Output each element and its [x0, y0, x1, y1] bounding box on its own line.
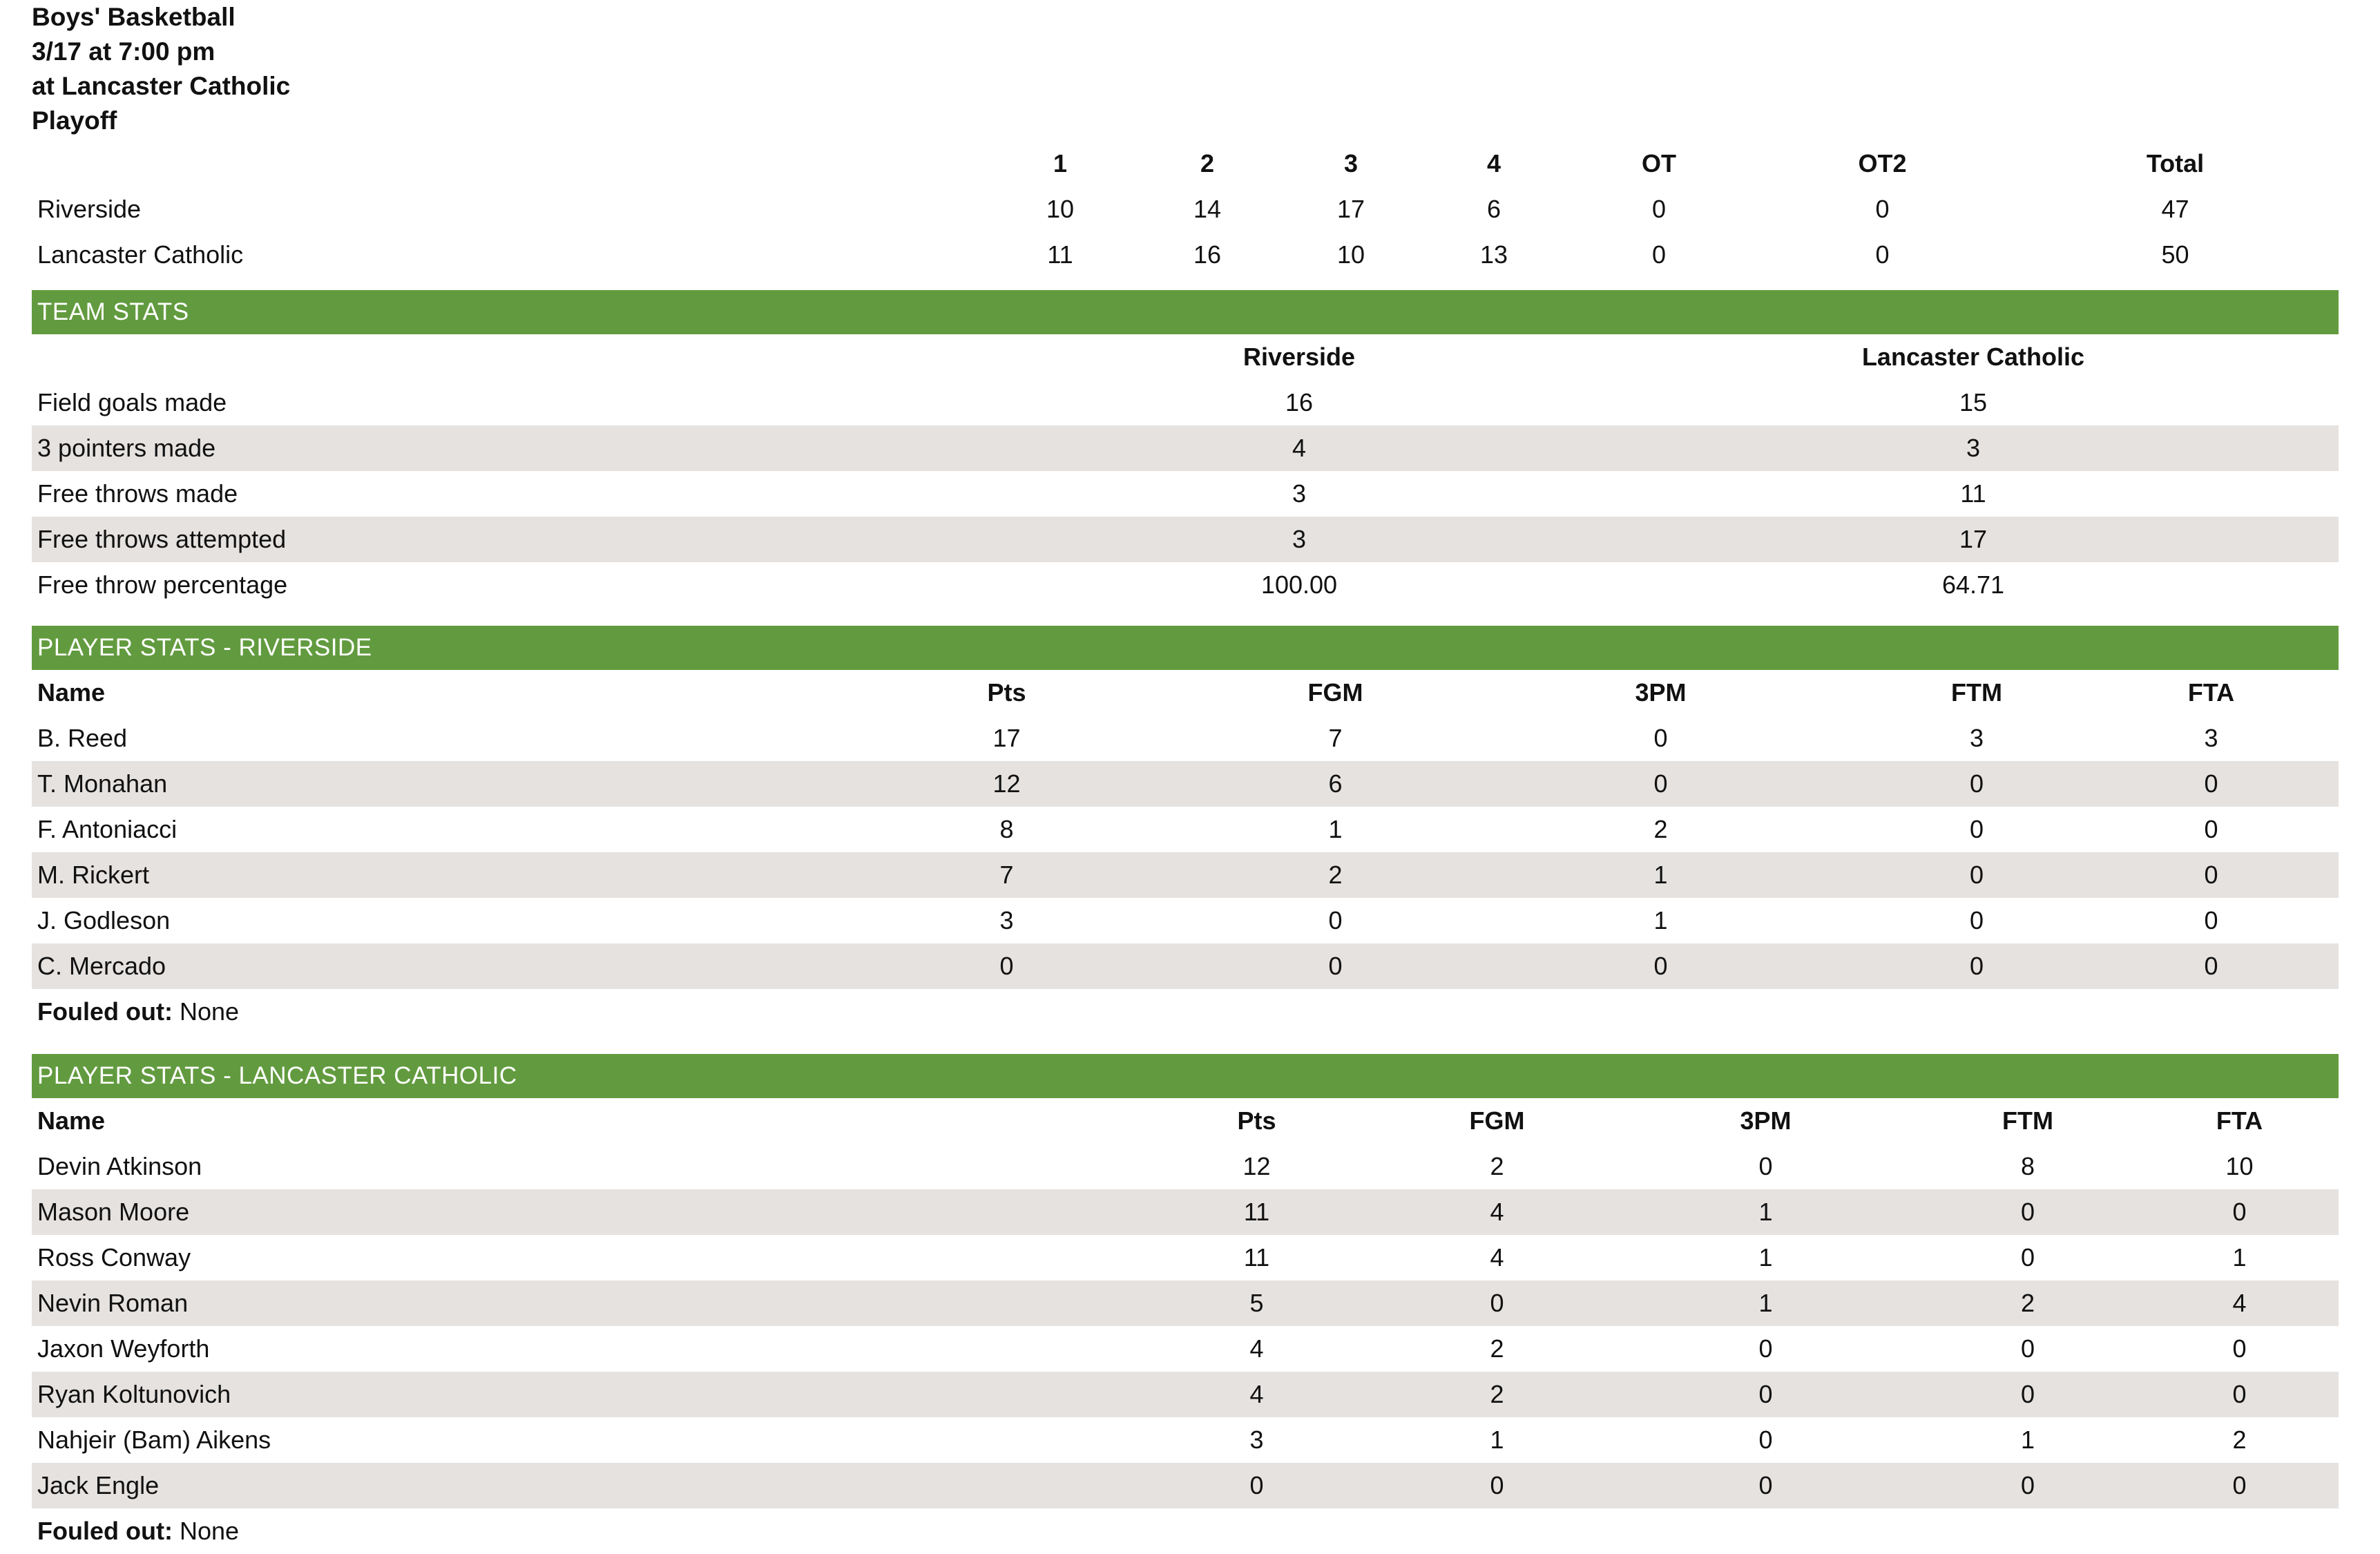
player-3pm: 1 — [1653, 906, 1668, 934]
player-name: M. Rickert — [37, 861, 149, 889]
team-name: Riverside — [37, 195, 142, 223]
score-header-ot: OT — [1642, 149, 1676, 178]
team-stats-row — [32, 425, 2339, 471]
player-fta: 0 — [2204, 815, 2218, 843]
player-name: Jaxon Weyforth — [37, 1334, 210, 1363]
table-row — [32, 1463, 2339, 1508]
player-3pm: 1 — [1653, 861, 1668, 889]
player-name: Ryan Koltunovich — [37, 1380, 231, 1408]
player-3pm: 0 — [1758, 1334, 1773, 1363]
player-name: F. Antoniacci — [37, 815, 177, 843]
player-3pm: 0 — [1653, 952, 1668, 980]
col-pts: Pts — [1237, 1106, 1276, 1135]
player-ftm: 0 — [1969, 906, 1984, 934]
player-pts: 0 — [999, 952, 1014, 980]
player-fgm: 0 — [1490, 1471, 1504, 1499]
score-cell: 0 — [1875, 195, 1890, 223]
player-3pm: 0 — [1653, 724, 1668, 752]
score-header-q4: 4 — [1486, 149, 1501, 178]
player-pts: 11 — [1243, 1198, 1270, 1226]
score-header-row — [32, 141, 2339, 186]
stat-label: 3 pointers made — [37, 434, 216, 462]
col-pts: Pts — [987, 678, 1026, 707]
table-row — [32, 852, 2339, 898]
game-type: Playoff — [32, 106, 117, 135]
player-3pm: 0 — [1758, 1471, 1773, 1499]
player-ftm: 0 — [1969, 769, 1984, 798]
game-location: at Lancaster Catholic — [32, 72, 291, 100]
stat-label: Field goals made — [37, 388, 227, 416]
fouled-out-value: None — [179, 1517, 240, 1545]
player-name: Jack Engle — [37, 1471, 160, 1499]
player-name: J. Godleson — [37, 906, 171, 934]
player-fgm: 2 — [1490, 1380, 1504, 1408]
player-fgm: 0 — [1328, 952, 1343, 980]
table-row — [32, 1144, 2339, 1189]
player-ftm: 0 — [1969, 952, 1984, 980]
col-fgm: FGM — [1307, 678, 1363, 707]
player-3pm: 2 — [1653, 815, 1668, 843]
score-cell: 10 — [1046, 195, 1075, 223]
score-total: 47 — [2161, 195, 2189, 223]
player-fgm: 0 — [1328, 906, 1343, 934]
player-fgm: 2 — [1328, 861, 1343, 889]
player-ftm: 0 — [2020, 1334, 2035, 1363]
player-ftm: 0 — [1969, 861, 1984, 889]
game-datetime: 3/17 at 7:00 pm — [32, 37, 215, 66]
player-name: Nahjeir (Bam) Aikens — [37, 1426, 271, 1454]
col-fta: FTA — [2187, 678, 2235, 707]
stat-value: 17 — [1959, 525, 1988, 553]
team-stats-row — [32, 517, 2339, 562]
table-row — [32, 898, 2339, 943]
player-fta: 0 — [2204, 861, 2218, 889]
col-fgm: FGM — [1469, 1106, 1525, 1135]
player-name: Mason Moore — [37, 1198, 190, 1226]
col-ftm: FTM — [1951, 678, 2002, 707]
player-fta: 1 — [2232, 1243, 2247, 1272]
player-name: B. Reed — [37, 724, 128, 752]
player-ftm: 3 — [1969, 724, 1984, 752]
player-pts: 4 — [1249, 1334, 1264, 1363]
player-fta: 4 — [2232, 1289, 2247, 1317]
player-fgm: 1 — [1328, 815, 1343, 843]
player-pts: 12 — [992, 769, 1021, 798]
player-3pm: 0 — [1758, 1152, 1773, 1180]
score-cell: 13 — [1479, 240, 1508, 269]
score-header-q1: 1 — [1053, 149, 1068, 178]
fouled-out-value: None — [179, 997, 240, 1026]
team-stats-row — [32, 471, 2339, 517]
player-name: C. Mercado — [37, 952, 166, 980]
player-fgm: 0 — [1490, 1289, 1504, 1317]
table-row — [32, 1326, 2339, 1372]
score-cell: 0 — [1875, 240, 1890, 269]
player-pts: 12 — [1242, 1152, 1271, 1180]
team-stats-header: TEAM STATS — [32, 290, 2339, 334]
lancaster-fouled-out — [32, 1508, 2339, 1554]
player-fta: 0 — [2204, 952, 2218, 980]
score-total: 50 — [2161, 240, 2189, 269]
player-fgm: 2 — [1490, 1152, 1504, 1180]
stat-value: 3 — [1966, 434, 1981, 462]
game-header — [32, 0, 2339, 138]
fouled-out-label: Fouled out: — [37, 1517, 173, 1545]
player-pts: 5 — [1249, 1289, 1264, 1317]
player-ftm: 0 — [2020, 1243, 2035, 1272]
player-3pm: 0 — [1758, 1380, 1773, 1408]
player-ftm: 0 — [2020, 1380, 2035, 1408]
player-ftm: 1 — [2020, 1426, 2035, 1454]
col-name: Name — [37, 678, 106, 707]
fouled-out-label: Fouled out: — [37, 997, 173, 1026]
stat-value: 4 — [1292, 434, 1307, 462]
team-stats-column-header — [32, 334, 2339, 380]
score-header-q2: 2 — [1200, 149, 1215, 178]
riverside-fouled-out — [32, 989, 2339, 1035]
player-fta: 0 — [2232, 1334, 2247, 1363]
stat-value: 16 — [1285, 388, 1314, 416]
score-cell: 6 — [1486, 195, 1501, 223]
team-stats-team-b: Lancaster Catholic — [1861, 343, 2085, 371]
player-name: T. Monahan — [37, 769, 168, 798]
table-row — [32, 943, 2339, 989]
player-3pm: 1 — [1758, 1198, 1773, 1226]
player-pts: 8 — [999, 815, 1014, 843]
player-fta: 10 — [2225, 1152, 2254, 1180]
player-ftm: 2 — [2020, 1289, 2035, 1317]
player-ftm: 0 — [2020, 1198, 2035, 1226]
player-pts: 7 — [999, 861, 1014, 889]
stat-value: 3 — [1292, 525, 1307, 553]
stat-label: Free throws attempted — [37, 525, 287, 553]
player-pts: 0 — [1249, 1471, 1264, 1499]
table-row — [32, 1189, 2339, 1235]
stat-value: 3 — [1292, 479, 1307, 508]
player-3pm: 0 — [1653, 769, 1668, 798]
riverside-player-stats-header: PLAYER STATS - RIVERSIDE — [32, 626, 2339, 670]
table-row — [32, 1372, 2339, 1417]
table-row — [32, 1280, 2339, 1326]
score-row-lancaster — [32, 232, 2339, 278]
lancaster-column-header — [32, 1098, 2339, 1144]
player-3pm: 1 — [1758, 1243, 1773, 1272]
score-header-q3: 3 — [1343, 149, 1359, 178]
stat-label: Free throws made — [37, 479, 238, 508]
team-stats-row — [32, 562, 2339, 608]
player-pts: 3 — [999, 906, 1014, 934]
score-cell: 16 — [1193, 240, 1222, 269]
team-stats-team-a: Riverside — [1242, 343, 1356, 371]
team-name: Lancaster Catholic — [37, 240, 244, 269]
score-header-total: Total — [2146, 149, 2205, 178]
riverside-column-header — [32, 670, 2339, 716]
stat-value: 100.00 — [1260, 570, 1338, 599]
player-3pm: 0 — [1758, 1426, 1773, 1454]
player-ftm: 0 — [1969, 815, 1984, 843]
player-fgm: 4 — [1490, 1198, 1504, 1226]
player-pts: 11 — [1243, 1243, 1270, 1272]
stat-value: 64.71 — [1941, 570, 2005, 599]
player-3pm: 1 — [1758, 1289, 1773, 1317]
stat-value: 15 — [1959, 388, 1988, 416]
col-fta: FTA — [2216, 1106, 2263, 1135]
score-cell: 14 — [1193, 195, 1222, 223]
table-row — [32, 1235, 2339, 1280]
score-cell: 0 — [1651, 240, 1667, 269]
player-pts: 3 — [1249, 1426, 1264, 1454]
score-cell: 10 — [1336, 240, 1365, 269]
player-fgm: 2 — [1490, 1334, 1504, 1363]
stat-value: 11 — [1960, 479, 1986, 508]
player-ftm: 0 — [2020, 1471, 2035, 1499]
player-fgm: 1 — [1490, 1426, 1504, 1454]
player-fta: 0 — [2204, 906, 2218, 934]
score-header-ot2: OT2 — [1858, 149, 1907, 178]
player-fta: 0 — [2232, 1471, 2247, 1499]
col-name: Name — [37, 1106, 106, 1135]
score-cell: 11 — [1047, 240, 1073, 269]
col-3pm: 3PM — [1740, 1106, 1792, 1135]
score-cell: 17 — [1336, 195, 1365, 223]
player-fgm: 7 — [1328, 724, 1343, 752]
player-ftm: 8 — [2020, 1152, 2035, 1180]
game-sport: Boys' Basketball — [32, 3, 236, 31]
col-ftm: FTM — [2002, 1106, 2053, 1135]
player-fta: 0 — [2232, 1380, 2247, 1408]
player-fta: 2 — [2232, 1426, 2247, 1454]
player-pts: 17 — [992, 724, 1021, 752]
col-3pm: 3PM — [1635, 678, 1687, 707]
player-fgm: 4 — [1490, 1243, 1504, 1272]
table-row — [32, 761, 2339, 807]
player-name: Ross Conway — [37, 1243, 191, 1272]
player-fgm: 6 — [1328, 769, 1343, 798]
score-row-riverside — [32, 186, 2339, 232]
table-row — [32, 807, 2339, 852]
player-fta: 0 — [2232, 1198, 2247, 1226]
player-name: Devin Atkinson — [37, 1152, 202, 1180]
player-fta: 3 — [2204, 724, 2218, 752]
score-table — [32, 141, 2339, 278]
team-stats-row — [32, 380, 2339, 425]
score-cell: 0 — [1651, 195, 1667, 223]
table-row — [32, 1417, 2339, 1463]
table-row — [32, 716, 2339, 761]
player-pts: 4 — [1249, 1380, 1264, 1408]
player-fta: 0 — [2204, 769, 2218, 798]
lancaster-player-stats-header: PLAYER STATS - LANCASTER CATHOLIC — [32, 1054, 2339, 1098]
player-name: Nevin Roman — [37, 1289, 189, 1317]
stat-label: Free throw percentage — [37, 570, 288, 599]
